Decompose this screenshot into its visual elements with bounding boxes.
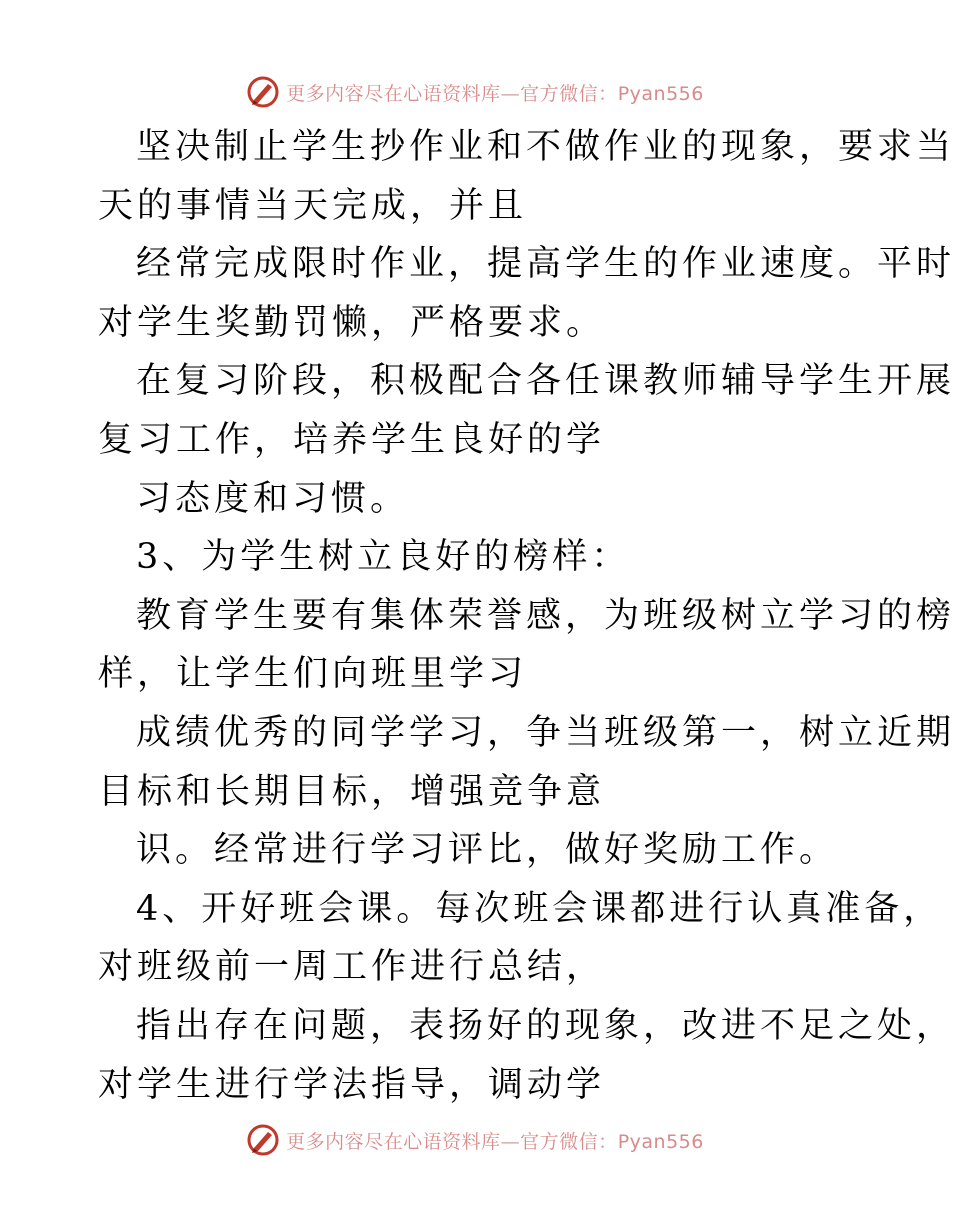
text-line: 对班级前一周工作进行总结，	[98, 947, 606, 988]
text-line: 坚决制止学生抄作业和不做作业的现象，要求当	[136, 127, 955, 167]
text-line: 天的事情当天完成，并且	[98, 185, 528, 226]
watermark-brand: 更多内容尽在心语资料库	[286, 82, 501, 105]
text-line: 经常完成限时作业，提高学生的作业速度。平时	[136, 244, 955, 285]
text-line: 识。经常进行学习评比，做好奖励工作。	[136, 830, 839, 871]
watermark-suffix-id: Pyan556	[617, 1130, 704, 1153]
text-line: 4、开好班会课。每次班会课都进行认真准备，	[136, 888, 943, 929]
document-body	[98, 118, 955, 1114]
pen-logo-icon	[246, 75, 280, 109]
text-line: 习态度和习惯。	[136, 478, 410, 519]
text-line: 成绩优秀的同学学习，争当班级第一，树立近期	[136, 712, 955, 753]
text-line: 在复习阶段，积极配合各任课教师辅导学生开展	[136, 361, 955, 402]
watermark-dash: —	[500, 1130, 521, 1153]
text-line: 复习工作，培养学生良好的学	[98, 419, 606, 460]
header-watermark	[0, 72, 950, 112]
watermark-text	[286, 1127, 704, 1154]
text-line: 样，让学生们向班里学习	[98, 654, 528, 695]
pen-logo-icon	[246, 1123, 280, 1157]
watermark-suffix-id: Pyan556	[617, 82, 704, 105]
text-line: 教育学生要有集体荣誉感，为班级树立学习的榜	[136, 595, 955, 636]
watermark-dash: —	[500, 82, 521, 105]
footer-watermark	[0, 1120, 950, 1160]
text-line: 对学生奖勤罚懒，严格要求。	[98, 302, 606, 343]
text-line: 3、为学生树立良好的榜样：	[136, 537, 631, 578]
watermark-suffix-cn: 官方微信：	[520, 1130, 618, 1153]
text-line: 指出存在问题，表扬好的现象，改进不足之处，	[136, 1005, 955, 1046]
watermark-brand: 更多内容尽在心语资料库	[286, 1130, 501, 1153]
text-line: 对学生进行学法指导，调动学	[98, 1064, 606, 1105]
text-line: 目标和长期目标，增强竞争意	[98, 771, 606, 812]
watermark-suffix-cn: 官方微信：	[520, 82, 618, 105]
watermark-text	[286, 79, 704, 106]
